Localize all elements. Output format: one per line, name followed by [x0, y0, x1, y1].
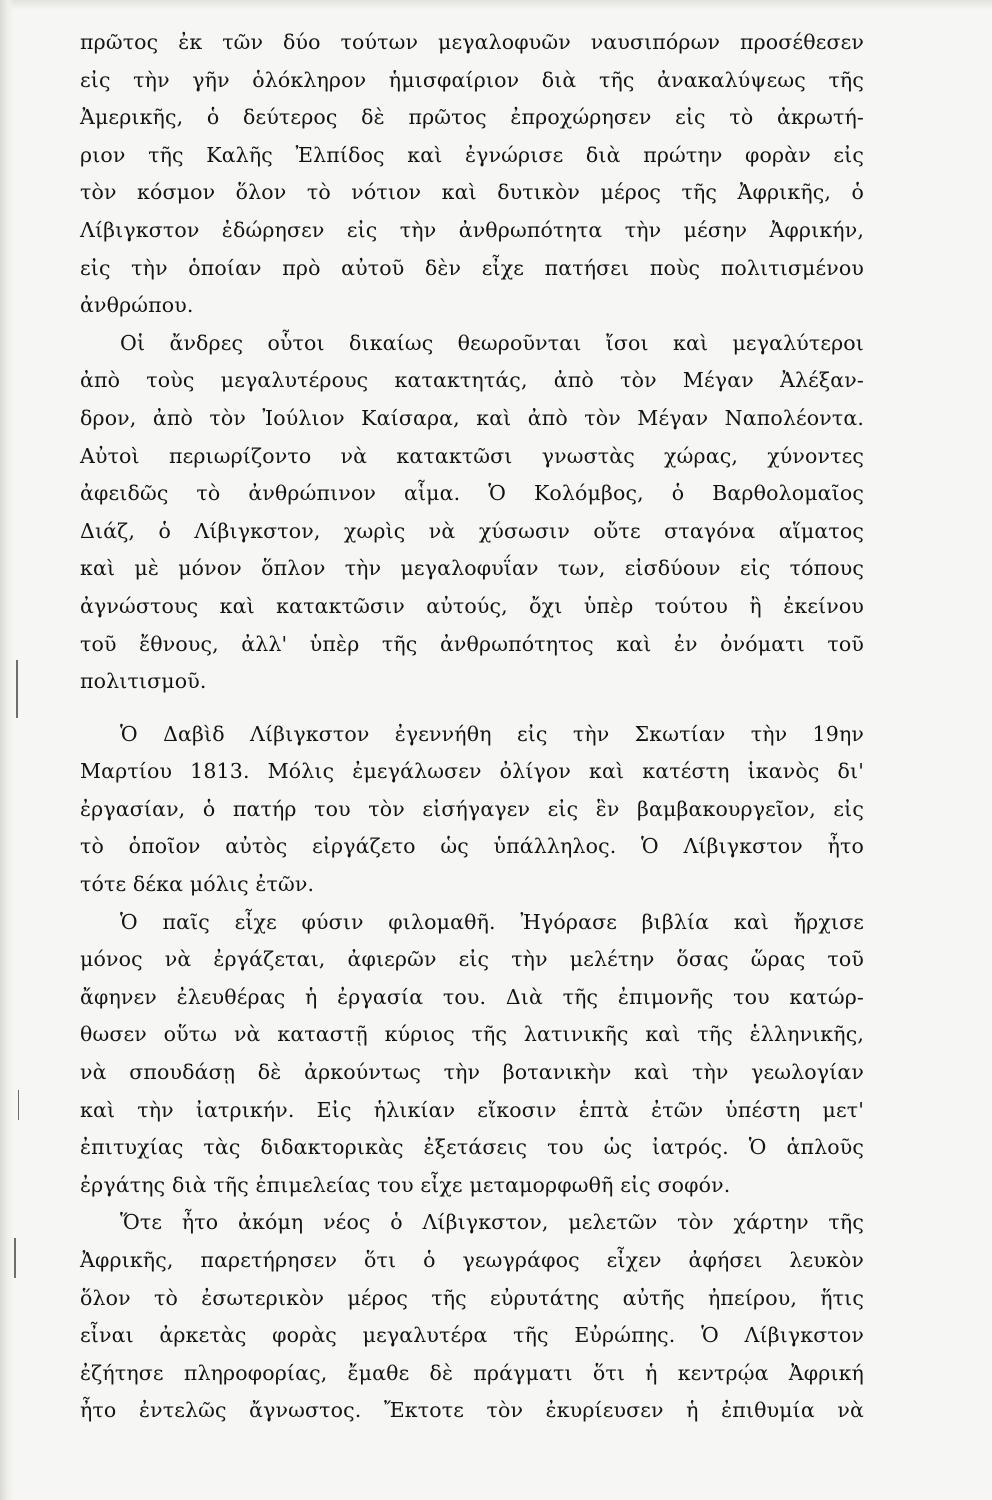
text-line: πρῶτος ἐκ τῶν δύο τούτων μεγαλοφυῶν ναυσιπόρων προσέθεσεν — [80, 30, 864, 54]
paragraph — [80, 24, 864, 325]
text-line: εἰς τὴν γῆν ὁλόκληρον ἡμισφαίριον διὰ τῆς ἀνακαλύψεως τῆς — [80, 67, 864, 92]
text-line: ἦτο ἐντελῶς ἄγνωστος. Ἔκτοτε τὸν ἐκυρίευσεν ἡ ἐπιθυμία νὰ — [80, 1398, 864, 1423]
text-line: Ὅτε ἦτο ἀκόμη νέος ὁ Λίβιγκστον, μελετῶν τὸν χάρτην τῆς — [120, 1210, 864, 1235]
text-line: Ὁ παῖς εἶχε φύσιν φιλομαθῆ. Ἠγόρασε βιβλία καὶ ἤρχισε — [120, 909, 864, 934]
text-line: Ἀφρικῆς, παρετήρησεν ὅτι ὁ γεωγράφος εἶχεν ἀφήσει λευκὸν — [80, 1248, 864, 1272]
text-line: Ὁ Δαβὶδ Λίβιγκστον ἐγεννήθη εἰς τὴν Σκωτίαν τὴν 19ην — [120, 721, 864, 746]
paragraph — [80, 1204, 864, 1430]
text-line: ὅλον τὸ ἐσωτερικὸν μέρος τῆς εὐρυτάτης αὐτῆς ἠπείρου, ἥτις — [80, 1285, 864, 1310]
text-line: Οἱ ἄνδρες οὗτοι δικαίως θεωροῦνται ἴσοι καὶ μεγαλύτεροι — [120, 330, 864, 355]
paragraph-gap — [80, 701, 864, 716]
text-line: Μαρτίου 1813. Μόλις ἐμεγάλωσεν ὀλίγον καὶ κατέστη ἱκανὸς δι' — [80, 759, 864, 784]
text-line: Αὐτοὶ περιωρίζοντο νὰ κατακτῶσι γνωστὰς χώρας, χύνοντες — [80, 443, 864, 468]
page-top-shadow — [0, 0, 992, 10]
text-line: ριον τῆς Καλῆς Ἐλπίδος καὶ ἐγνώρισε διὰ πρώτην φορὰν εἰς — [80, 142, 864, 167]
paragraph — [80, 325, 864, 701]
paragraph — [80, 716, 864, 904]
text-line: ἄφηνεν ἐλευθέρας ἡ ἐργασία του. Διὰ τῆς ἐπιμονῆς του κατώρ- — [80, 984, 864, 1009]
text-line: θωσεν οὕτω νὰ καταστῇ κύριος τῆς λατινικῆς καὶ τῆς ἑλληνικῆς, — [80, 1022, 864, 1047]
text-line: εἶναι ἀρκετὰς φορὰς μεγαλυτέρα τῆς Εὐρώπης. Ὁ Λίβιγκστον — [80, 1323, 864, 1348]
text-line: ἐπιτυχίας τὰς διδακτορικὰς ἐξετάσεις του ὡς ἰατρός. Ὁ ἁπλοῦς — [80, 1135, 864, 1160]
text-line: τοῦ ἔθνους, ἀλλ' ὑπὲρ τῆς ἀνθρωπότητος καὶ ἐν ὀνόματι τοῦ — [80, 631, 864, 656]
text-line: πολιτισμοῦ. — [80, 669, 207, 694]
text-line: καὶ τὴν ἰατρικήν. Εἰς ἡλικίαν εἴκοσιν ἑπτὰ ἐτῶν ὑπέστη μετ' — [80, 1097, 864, 1122]
margin-mark — [14, 1238, 16, 1278]
text-line: Λίβιγκστον ἐδώρησεν εἰς τὴν ἀνθρωπότητα τὴν μέσην Ἀφρικήν, — [80, 217, 864, 242]
text-line: καὶ μὲ μόνον ὅπλον τὴν μεγαλοφυΐαν των, εἰσδύουν εἰς τόπους — [80, 556, 864, 581]
text-line: τὸ ὁποῖον αὐτὸς εἰργάζετο ὡς ὑπάλληλος. Ὁ Λίβιγκστον ἦτο — [80, 834, 864, 859]
text-line: ἐργασίαν, ὁ πατήρ του τὸν εἰσήγαγεν εἰς ἓν βαμβακουργεῖον, εἰς — [80, 796, 864, 821]
text-line: Ἀμερικῆς, ὁ δεύτερος δὲ πρῶτος ἐπροχώρησεν εἰς τὸ ἀκρωτή- — [80, 105, 864, 130]
text-line: μόνος νὰ ἐργάζεται, ἀφιερῶν εἰς τὴν μελέτην ὅσας ὥρας τοῦ — [80, 947, 864, 972]
text-line: εἰς τὴν ὁποίαν πρὸ αὐτοῦ δὲν εἶχε πατήσει ποὺς πολιτισμένου — [80, 255, 864, 280]
paragraph — [80, 904, 864, 1205]
text-line: ἀγνώστους καὶ κατακτῶσιν αὐτούς, ὄχι ὑπὲρ τούτου ἢ ἐκείνου — [80, 593, 864, 618]
text-line: τὸν κόσμον ὅλον τὸ νότιον καὶ δυτικὸν μέρος τῆς Ἀφρικῆς, ὁ — [80, 180, 864, 205]
text-line: ἀνθρώπου. — [80, 293, 194, 318]
text-line: ἐργάτης διὰ τῆς ἐπιμελείας του εἶχε μεταμορφωθῆ εἰς σοφόν. — [80, 1172, 731, 1197]
body-text — [80, 24, 864, 1430]
margin-mark — [16, 660, 18, 718]
text-line: Διάζ, ὁ Λίβιγκστον, χωρὶς νὰ χύσωσιν οὔτε σταγόνα αἵματος — [80, 518, 864, 543]
page-left-shadow — [0, 0, 14, 1500]
text-line: ἐζήτησε πληροφορίας, ἔμαθε δὲ πράγματι ὅτι ἡ κεντρῴα Ἀφρική — [80, 1360, 864, 1385]
text-line: ἀπὸ τοὺς μεγαλυτέρους κατακτητάς, ἀπὸ τὸν Μέγαν Ἀλέξαν- — [80, 368, 864, 393]
text-line: ἀφειδῶς τὸ ἀνθρώπινον αἷμα. Ὁ Κολόμβος, ὁ Βαρθολομαῖος — [80, 481, 864, 506]
margin-mark — [18, 1090, 19, 1120]
text-line: δρον, ἀπὸ τὸν Ἰούλιον Καίσαρα, καὶ ἀπὸ τὸν Μέγαν Ναπολέοντα. — [80, 405, 864, 430]
text-line: τότε δέκα μόλις ἐτῶν. — [80, 872, 315, 897]
text-line: νὰ σπουδάσῃ δὲ ἀρκούντως τὴν βοτανικὴν καὶ τὴν γεωλογίαν — [80, 1060, 864, 1085]
